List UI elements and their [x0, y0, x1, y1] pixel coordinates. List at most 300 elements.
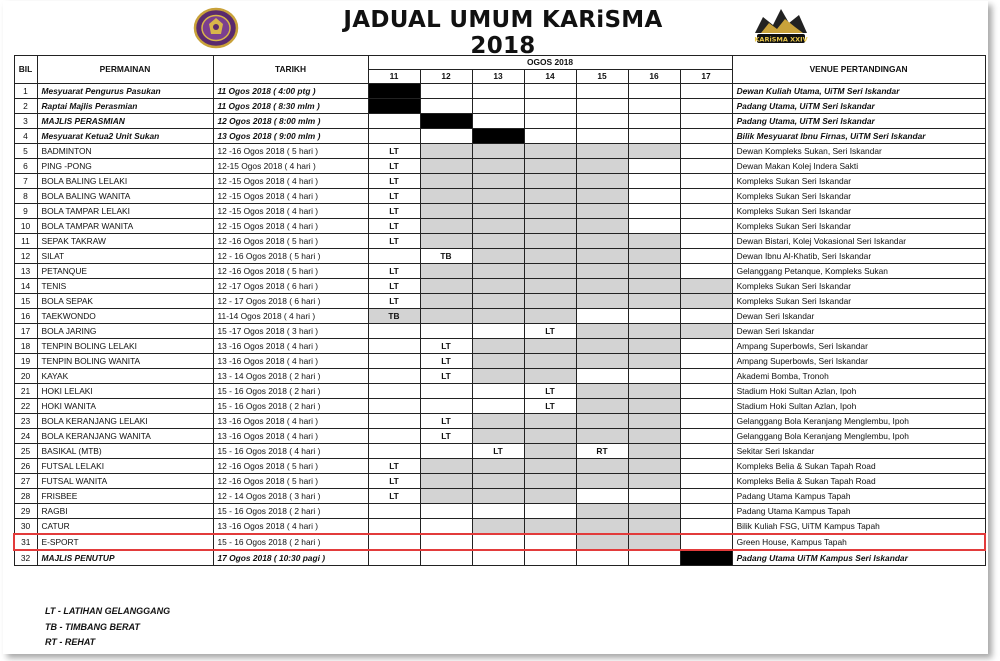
event-date: 11 Ogos 2018 ( 4:00 ptg ): [213, 84, 368, 99]
event-date: 15 - 16 Ogos 2018 ( 2 hari ): [213, 534, 368, 550]
day-cell: [680, 444, 732, 459]
event-date: 12 -16 Ogos 2018 ( 5 hari ): [213, 264, 368, 279]
day-cell: [576, 114, 628, 129]
event-name: Mesyuarat Ketua2 Unit Sukan: [37, 129, 213, 144]
event-venue: Stadium Hoki Sultan Azlan, Ipoh: [732, 399, 985, 414]
legend-item-tb: TB - TIMBANG BERAT: [45, 621, 140, 632]
table-row: [14, 489, 985, 504]
table-row: [14, 414, 985, 429]
day-cell: TB: [368, 309, 420, 324]
row-number: 5: [14, 144, 37, 159]
row-number: 14: [14, 279, 37, 294]
day-cell: [628, 249, 680, 264]
event-date: 12 -16 Ogos 2018 ( 5 hari ): [213, 144, 368, 159]
day-cell: [576, 189, 628, 204]
header-day: 14: [524, 70, 576, 84]
day-cell: [628, 519, 680, 535]
day-cell: [524, 550, 576, 566]
day-cell: [680, 144, 732, 159]
day-cell: [524, 204, 576, 219]
event-date: 15 - 16 Ogos 2018 ( 2 hari ): [213, 384, 368, 399]
day-cell: [524, 519, 576, 535]
day-cell: [368, 324, 420, 339]
day-cell: [576, 399, 628, 414]
day-cell: [472, 189, 524, 204]
event-venue: Gelanggang Petanque, Kompleks Sukan: [732, 264, 985, 279]
table-row: [14, 189, 985, 204]
event-venue: Sekitar Seri Iskandar: [732, 444, 985, 459]
day-cell: [680, 534, 732, 550]
header-day: 11: [368, 70, 420, 84]
day-cell: LT: [420, 339, 472, 354]
day-cell: [368, 384, 420, 399]
day-cell: [368, 129, 420, 144]
event-date: 15 - 16 Ogos 2018 ( 2 hari ): [213, 399, 368, 414]
day-cell: [680, 459, 732, 474]
day-cell: [576, 384, 628, 399]
table-row: [14, 84, 985, 99]
day-cell: [420, 550, 472, 566]
header-day: 15: [576, 70, 628, 84]
day-cell: LT: [524, 324, 576, 339]
row-number: 29: [14, 504, 37, 519]
row-number: 30: [14, 519, 37, 535]
day-cell: [628, 489, 680, 504]
day-cell: [524, 534, 576, 550]
event-date: 12 - 16 Ogos 2018 ( 5 hari ): [213, 249, 368, 264]
event-venue: Stadium Hoki Sultan Azlan, Ipoh: [732, 384, 985, 399]
day-cell: LT: [368, 189, 420, 204]
day-cell: [680, 339, 732, 354]
day-cell: [524, 474, 576, 489]
table-row: [14, 399, 985, 414]
row-number: 32: [14, 550, 37, 566]
event-name: HOKI LELAKI: [37, 384, 213, 399]
day-cell: [472, 174, 524, 189]
day-cell: [472, 399, 524, 414]
table-row: [14, 519, 985, 535]
day-cell: [368, 399, 420, 414]
day-cell: [420, 114, 472, 129]
event-venue: Kompleks Belia & Sukan Tapah Road: [732, 474, 985, 489]
table-row: [14, 369, 985, 384]
event-venue: Kompleks Sukan Seri Iskandar: [732, 294, 985, 309]
day-cell: [420, 99, 472, 114]
event-name: FUTSAL WANITA: [37, 474, 213, 489]
day-cell: [524, 369, 576, 384]
table-row: [14, 384, 985, 399]
event-date: 12-15 Ogos 2018 ( 4 hari ): [213, 159, 368, 174]
day-cell: [472, 144, 524, 159]
day-cell: [576, 550, 628, 566]
table-row: [14, 504, 985, 519]
event-date: 11 Ogos 2018 ( 8:30 mlm ): [213, 99, 368, 114]
day-cell: [472, 264, 524, 279]
table-row: [14, 339, 985, 354]
table-row: [14, 550, 985, 566]
event-venue: Dewan Ibnu Al-Khatib, Seri Iskandar: [732, 249, 985, 264]
day-cell: LT: [368, 219, 420, 234]
day-cell: [420, 279, 472, 294]
day-cell: [524, 339, 576, 354]
day-cell: [472, 114, 524, 129]
day-cell: [472, 519, 524, 535]
day-cell: LT: [524, 399, 576, 414]
event-date: 12 -15 Ogos 2018 ( 4 hari ): [213, 189, 368, 204]
event-date: 13 -16 Ogos 2018 ( 4 hari ): [213, 519, 368, 535]
day-cell: [628, 309, 680, 324]
day-cell: [420, 444, 472, 459]
day-cell: [628, 114, 680, 129]
day-cell: [472, 159, 524, 174]
day-cell: [576, 129, 628, 144]
event-date: 15 -17 Ogos 2018 ( 3 hari ): [213, 324, 368, 339]
day-cell: [628, 294, 680, 309]
day-cell: [368, 534, 420, 550]
table-row: [14, 234, 985, 249]
day-cell: [524, 99, 576, 114]
table-row: [14, 354, 985, 369]
event-date: 13 -16 Ogos 2018 ( 4 hari ): [213, 339, 368, 354]
header-tarikh: TARIKH: [213, 56, 368, 84]
day-cell: [576, 474, 628, 489]
day-cell: [576, 429, 628, 444]
event-date: 13 -16 Ogos 2018 ( 4 hari ): [213, 414, 368, 429]
row-number: 15: [14, 294, 37, 309]
row-number: 21: [14, 384, 37, 399]
day-cell: [420, 534, 472, 550]
row-number: 18: [14, 339, 37, 354]
day-cell: [420, 129, 472, 144]
event-name: BOLA BALING WANITA: [37, 189, 213, 204]
event-name: CATUR: [37, 519, 213, 535]
day-cell: [576, 279, 628, 294]
day-cell: [576, 414, 628, 429]
event-venue: Padang Utama UiTM Kampus Seri Iskandar: [732, 550, 985, 566]
event-date: 12 -15 Ogos 2018 ( 4 hari ): [213, 174, 368, 189]
event-date: 13 -16 Ogos 2018 ( 4 hari ): [213, 429, 368, 444]
day-cell: [524, 414, 576, 429]
event-name: HOKI WANITA: [37, 399, 213, 414]
table-row: [14, 114, 985, 129]
day-cell: [524, 279, 576, 294]
schedule-body: [14, 84, 985, 566]
event-name: TENPIN BOLING WANITA: [37, 354, 213, 369]
day-cell: [628, 459, 680, 474]
day-cell: LT: [420, 414, 472, 429]
event-name: Raptai Majlis Perasmian: [37, 99, 213, 114]
day-cell: [368, 504, 420, 519]
table-row: [14, 219, 985, 234]
day-cell: [680, 99, 732, 114]
day-cell: [524, 219, 576, 234]
day-cell: [368, 369, 420, 384]
day-cell: [628, 99, 680, 114]
event-venue: Dewan Makan Kolej Indera Sakti: [732, 159, 985, 174]
day-cell: [576, 249, 628, 264]
day-cell: LT: [368, 204, 420, 219]
event-name: SILAT: [37, 249, 213, 264]
event-venue: Kompleks Sukan Seri Iskandar: [732, 219, 985, 234]
event-name: BOLA KERANJANG LELAKI: [37, 414, 213, 429]
day-cell: [628, 429, 680, 444]
row-number: 31: [14, 534, 37, 550]
day-cell: [576, 519, 628, 535]
day-cell: [680, 519, 732, 535]
day-cell: [680, 369, 732, 384]
event-name: BOLA KERANJANG WANITA: [37, 429, 213, 444]
day-cell: [472, 369, 524, 384]
day-cell: [628, 474, 680, 489]
table-row: [14, 429, 985, 444]
event-name: TAEKWONDO: [37, 309, 213, 324]
day-cell: [680, 159, 732, 174]
day-cell: [524, 159, 576, 174]
row-number: 8: [14, 189, 37, 204]
day-cell: [576, 339, 628, 354]
row-number: 24: [14, 429, 37, 444]
legend-item-rt: RT - REHAT: [45, 637, 96, 647]
event-venue: Dewan Seri Iskandar: [732, 309, 985, 324]
day-cell: [628, 204, 680, 219]
day-cell: [420, 309, 472, 324]
day-cell: [576, 324, 628, 339]
event-date: 11-14 Ogos 2018 ( 4 hari ): [213, 309, 368, 324]
day-cell: [472, 99, 524, 114]
row-number: 3: [14, 114, 37, 129]
day-cell: [680, 384, 732, 399]
day-cell: [680, 399, 732, 414]
event-venue: Akademi Bomba, Tronoh: [732, 369, 985, 384]
day-cell: LT: [368, 474, 420, 489]
day-cell: [420, 84, 472, 99]
day-cell: [576, 354, 628, 369]
day-cell: [368, 429, 420, 444]
day-cell: [472, 339, 524, 354]
row-number: 25: [14, 444, 37, 459]
day-cell: [368, 84, 420, 99]
day-cell: LT: [368, 294, 420, 309]
day-cell: LT: [368, 144, 420, 159]
day-cell: [680, 219, 732, 234]
day-cell: [628, 504, 680, 519]
day-cell: LT: [368, 489, 420, 504]
day-cell: [524, 114, 576, 129]
day-cell: [524, 189, 576, 204]
day-cell: [576, 534, 628, 550]
day-cell: [472, 279, 524, 294]
event-venue: Ampang Superbowls, Seri Iskandar: [732, 354, 985, 369]
row-number: 6: [14, 159, 37, 174]
event-date: 13 Ogos 2018 ( 9:00 mlm ): [213, 129, 368, 144]
day-cell: [420, 474, 472, 489]
day-cell: [472, 384, 524, 399]
day-cell: [368, 114, 420, 129]
day-cell: [524, 249, 576, 264]
event-venue: Bilik Mesyuarat Ibnu Firnas, UiTM Seri Iskandar: [732, 129, 985, 144]
event-date: 15 - 16 Ogos 2018 ( 2 hari ): [213, 504, 368, 519]
day-cell: [576, 504, 628, 519]
day-cell: [628, 144, 680, 159]
day-cell: [472, 234, 524, 249]
event-date: 12 -17 Ogos 2018 ( 6 hari ): [213, 279, 368, 294]
event-name: TENIS: [37, 279, 213, 294]
event-venue: Kompleks Sukan Seri Iskandar: [732, 174, 985, 189]
event-name: KAYAK: [37, 369, 213, 384]
event-venue: Kompleks Sukan Seri Iskandar: [732, 189, 985, 204]
header-month: OGOS 2018: [368, 56, 732, 70]
day-cell: [628, 189, 680, 204]
row-number: 27: [14, 474, 37, 489]
day-cell: [628, 369, 680, 384]
day-cell: [680, 474, 732, 489]
day-cell: [368, 550, 420, 566]
event-name: BOLA BALING LELAKI: [37, 174, 213, 189]
event-venue: Bilik Kuliah FSG, UiTM Kampus Tapah: [732, 519, 985, 535]
day-cell: [628, 399, 680, 414]
table-row: [14, 264, 985, 279]
row-number: 11: [14, 234, 37, 249]
table-row: [14, 99, 985, 114]
day-cell: [368, 339, 420, 354]
day-cell: [524, 429, 576, 444]
day-cell: [472, 324, 524, 339]
day-cell: [680, 249, 732, 264]
legend: [45, 604, 170, 651]
day-cell: [472, 414, 524, 429]
event-date: 12 -16 Ogos 2018 ( 5 hari ): [213, 459, 368, 474]
event-name: PETANQUE: [37, 264, 213, 279]
day-cell: [524, 84, 576, 99]
day-cell: [576, 84, 628, 99]
row-number: 12: [14, 249, 37, 264]
day-cell: [420, 504, 472, 519]
day-cell: [472, 489, 524, 504]
day-cell: [524, 264, 576, 279]
day-cell: [472, 534, 524, 550]
day-cell: [420, 294, 472, 309]
day-cell: [628, 219, 680, 234]
day-cell: [524, 129, 576, 144]
table-row: [14, 324, 985, 339]
row-number: 1: [14, 84, 37, 99]
row-number: 19: [14, 354, 37, 369]
day-cell: [576, 219, 628, 234]
event-venue: Dewan Kuliah Utama, UiTM Seri Iskandar: [732, 84, 985, 99]
table-row: [14, 174, 985, 189]
event-venue: Padang Utama, UiTM Seri Iskandar: [732, 99, 985, 114]
day-cell: [680, 324, 732, 339]
day-cell: [680, 204, 732, 219]
day-cell: LT: [368, 279, 420, 294]
day-cell: [680, 129, 732, 144]
event-name: MAJLIS PERASMIAN: [37, 114, 213, 129]
row-number: 7: [14, 174, 37, 189]
event-date: 13 - 14 Ogos 2018 ( 2 hari ): [213, 369, 368, 384]
header-venue: VENUE PERTANDINGAN: [732, 56, 985, 84]
karisma-logo-text: KARiSMA XXIV: [754, 35, 808, 44]
table-row: [14, 444, 985, 459]
day-cell: [420, 189, 472, 204]
day-cell: [472, 294, 524, 309]
event-date: 12 - 17 Ogos 2018 ( 6 hari ): [213, 294, 368, 309]
day-cell: [368, 354, 420, 369]
day-cell: [420, 219, 472, 234]
day-cell: [628, 84, 680, 99]
day-cell: [524, 309, 576, 324]
event-name: FRISBEE: [37, 489, 213, 504]
day-cell: [576, 309, 628, 324]
event-name: MAJLIS PENUTUP: [37, 550, 213, 566]
row-number: 16: [14, 309, 37, 324]
day-cell: LT: [368, 174, 420, 189]
event-name: RAGBI: [37, 504, 213, 519]
row-number: 17: [14, 324, 37, 339]
day-cell: [472, 204, 524, 219]
event-venue: Ampang Superbowls, Seri Iskandar: [732, 339, 985, 354]
table-row: [14, 204, 985, 219]
table-row: [14, 294, 985, 309]
event-name: BOLA JARING: [37, 324, 213, 339]
day-cell: [420, 264, 472, 279]
day-cell: [576, 204, 628, 219]
day-cell: [628, 159, 680, 174]
day-cell: [680, 84, 732, 99]
day-cell: LT: [524, 384, 576, 399]
table-row: [14, 159, 985, 174]
day-cell: [472, 219, 524, 234]
day-cell: [420, 204, 472, 219]
event-venue: Padang Utama, UiTM Seri Iskandar: [732, 114, 985, 129]
day-cell: [368, 249, 420, 264]
event-name: BOLA SEPAK: [37, 294, 213, 309]
day-cell: [368, 444, 420, 459]
day-cell: [628, 550, 680, 566]
day-cell: [628, 129, 680, 144]
day-cell: [576, 99, 628, 114]
day-cell: [628, 279, 680, 294]
day-cell: [680, 264, 732, 279]
day-cell: [680, 279, 732, 294]
day-cell: [628, 444, 680, 459]
event-venue: Padang Utama Kampus Tapah: [732, 489, 985, 504]
day-cell: [628, 354, 680, 369]
day-cell: [472, 550, 524, 566]
event-name: Mesyuarat Pengurus Pasukan: [37, 84, 213, 99]
row-number: 26: [14, 459, 37, 474]
table-row: [14, 534, 985, 550]
day-cell: [680, 294, 732, 309]
row-number: 4: [14, 129, 37, 144]
karisma-logo: [751, 3, 811, 51]
day-cell: [420, 144, 472, 159]
event-venue: Gelanggang Bola Keranjang Menglembu, Ipoh: [732, 414, 985, 429]
event-venue: Padang Utama Kampus Tapah: [732, 504, 985, 519]
day-cell: [680, 489, 732, 504]
document-sheet: [3, 1, 988, 654]
day-cell: [472, 474, 524, 489]
event-date: 15 - 16 Ogos 2018 ( 4 hari ): [213, 444, 368, 459]
table-row: [14, 309, 985, 324]
day-cell: [524, 234, 576, 249]
day-cell: [576, 159, 628, 174]
event-date: 12 -15 Ogos 2018 ( 4 hari ): [213, 219, 368, 234]
day-cell: [576, 489, 628, 504]
day-cell: [680, 504, 732, 519]
event-name: E-SPORT: [37, 534, 213, 550]
day-cell: [576, 369, 628, 384]
event-venue: Green House, Kampus Tapah: [732, 534, 985, 550]
